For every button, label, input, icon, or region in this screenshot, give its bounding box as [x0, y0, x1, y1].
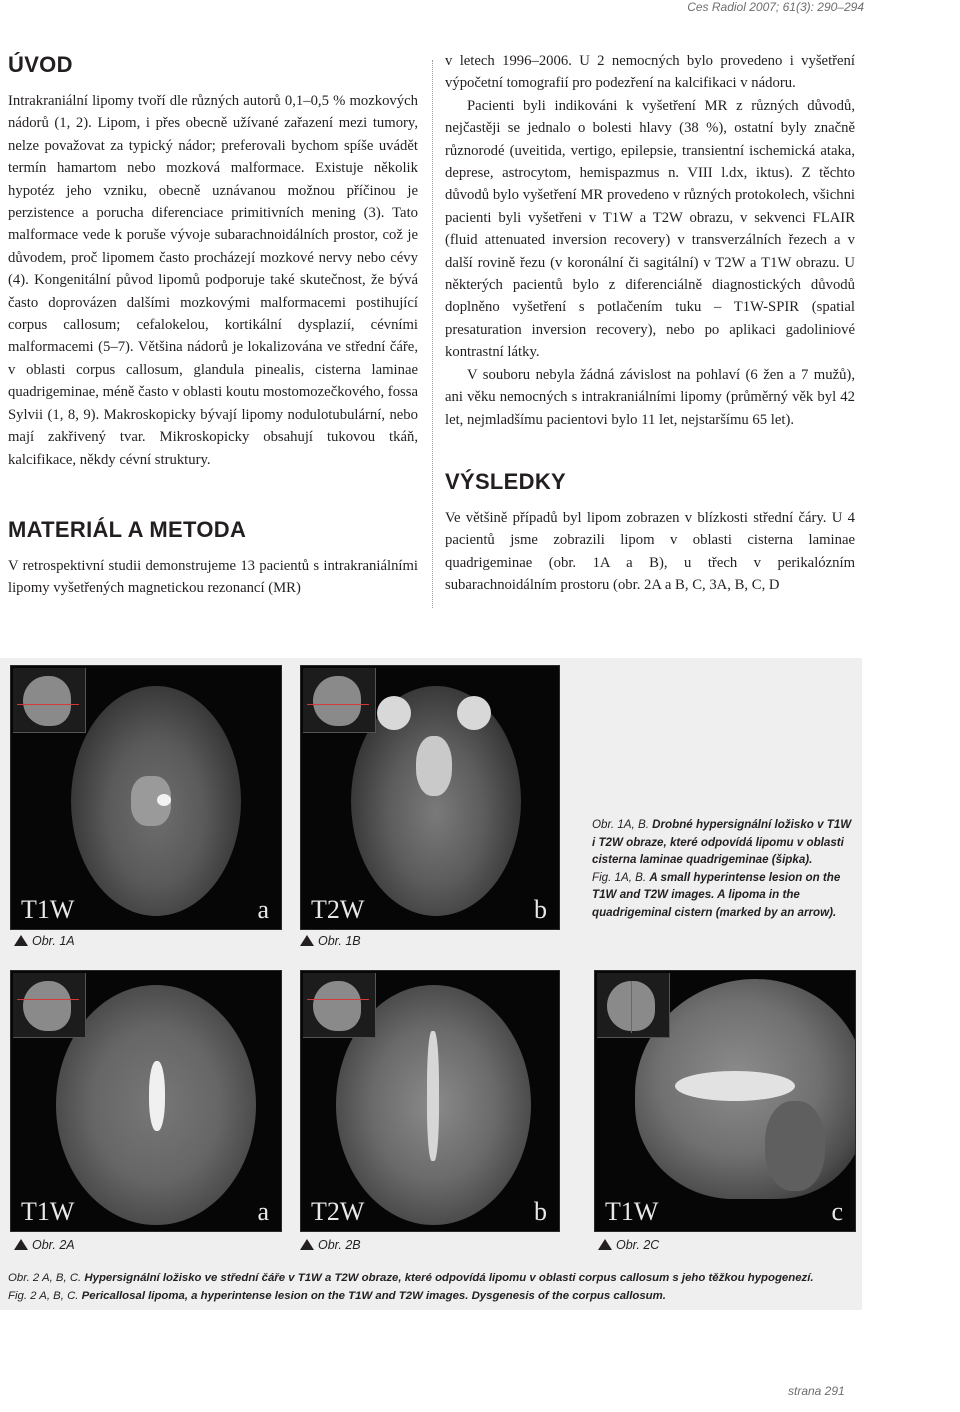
- caption-text-cz: Hypersignální ložisko ve střední čáře v T1W a T2W obraze, které odpovídá lipomu v oblasti corpus callosum s jeho těžkou hypogenezí.: [84, 1272, 814, 1284]
- caption-label-en: Fig. 1A, B.: [592, 870, 647, 884]
- column-divider: [432, 60, 433, 608]
- paragraph-uvod: Intrakraniální lipomy tvoří dle různých autorů 0,1–0,5 % mozkových nádorů (1, 2). Lipom, i přes obecně užívané zařazení mezi tumory, nelze považovat za typický nádor; preferovali bychom spíše uvádět termín hamartom nebo mozková malformace. Existuje několik hypotéz jeho vzniku, obecně uznávanou možnou příčinou je perzistence a porucha diferenciace primitivních mening (3). Tato malformace vede k poruše vývoje subarachnoidálních prostor, což je důvodem, proč lipomem často procházejí mozkové nervy nebo cévy (4). Kongenitální původ lipomů podporuje také skutečnost, že bývá často doprovázen dalšími mozkovými malformacemi postihující corpus callosum; cefalokelou, kortikální dysplazií, cévními malformacemi (5–7). Většina nádorů je lokalizována ve střední čáře, v oblasti corpus callosum, glandula pinealis, cisterna laminae quadrigeminae, méně často v oblasti koutu mostomozečkového, fossa Sylvii (1, 8, 9). Makroskopicky bývají lipomy nodulotubulární, nebo mají zakřivený tvar. Mikroskopicky obsahují tukovou tkáň, kalcifikace, někdy cévní struktury.: [8, 93, 418, 468]
- caption-text-cz: Drobné hypersignální ložisko v T1W i T2W obraze, které odpovídá lipomu v oblasti cisterna laminae quadrigeminae (šipka).: [592, 818, 852, 866]
- section-heading-vysledky: VÝSLEDKY: [445, 468, 566, 494]
- triangle-marker-icon: [598, 1239, 612, 1250]
- sequence-label: T1W: [21, 1197, 75, 1226]
- caption-text-en: Pericallosal lipoma, a hyperintense lesion on the T1W and T2W images. Dysgenesis of the corpus callosum.: [81, 1289, 666, 1302]
- figure-tag-2b: Obr. 2B: [300, 1238, 361, 1252]
- sequence-label: T1W: [21, 895, 75, 924]
- triangle-marker-icon: [14, 1239, 28, 1250]
- mri-image-1a: [10, 665, 282, 930]
- triangle-marker-icon: [300, 935, 314, 946]
- sequence-label: T2W: [311, 895, 365, 924]
- caption-figure-2: [8, 1270, 868, 1305]
- triangle-marker-icon: [300, 1239, 314, 1250]
- sequence-label: T2W: [311, 1197, 365, 1226]
- panel-letter: c: [831, 1197, 843, 1226]
- section-heading-uvod: ÚVOD: [8, 52, 73, 77]
- mri-image-2a: [10, 970, 282, 1232]
- panel-letter: b: [534, 895, 547, 924]
- caption-label-en: Fig. 2 A, B, C.: [8, 1289, 79, 1302]
- localizer-inset: [13, 668, 86, 733]
- paragraph-right-2: Pacienti byli indikováni k vyšetření MR z různých důvodů, nejčastěji se jednalo o bolesti hlavy (38 %), ostatní byly značně různorodé (uveitida, vertigo, epilepsie, transientní ischemická ataka, deprese, astrocytom, hemispazmus n. VIII l.dx, iktus). Z těchto důvodů bylo vyšetření MR provedeno v různých protokolech, všichni pacienti byli vyšetřeni v T1W a T2W obrazu, v sekvenci FLAIR (fluid attenuated inversion recovery) v transverzálních řezech a v další rovině řezu (v koronální či sagitální) v T2W a T1W obrazu. U některých pacientů bylo z diferenciálně diagnostických důvodů doplněno vyšetření s potlačením tuku – T1W-SPIR (spatial presaturation inversion recovery), nebo po aplikaci gadoliniové kontrastní látky.: [445, 97, 855, 361]
- caption-figure-1: [592, 816, 854, 921]
- localizer-inset: [597, 973, 670, 1038]
- panel-letter: b: [534, 1197, 547, 1226]
- figure-tag-2c: Obr. 2C: [598, 1238, 659, 1252]
- caption-label-cz: Obr. 2 A, B, C.: [8, 1272, 82, 1284]
- figure-tag-2a: Obr. 2A: [14, 1238, 75, 1252]
- section-heading-metoda: MATERIÁL A METODA: [8, 516, 247, 542]
- paragraph-right-1: v letech 1996–2006. U 2 nemocných bylo provedeno i vyšetření výpočetní tomografií pro podezření na kalcifikaci v nádoru.: [445, 53, 855, 92]
- figure-tag-1a: Obr. 1A: [14, 934, 75, 948]
- paragraph-right-3: V souboru nebyla žádná závislost na pohlaví (6 žen a 7 mužů), ani věku nemocných s intrakraniálními lipomy (průměrný věk byl 42 let, nejmladšímu pacientovi bylo 11 let, nejstaršímu 65 let).: [445, 366, 855, 428]
- caption-text-en: A small hyperintense lesion on the T1W and T2W images. A lipoma in the quadrigeminal cistern (marked by an arrow).: [592, 870, 841, 919]
- running-head: Ces Radiol 2007; 61(3): 290–294: [687, 0, 864, 14]
- paragraph-vysledky: Ve většině případů byl lipom zobrazen v blízkosti střední čáry. U 4 pacientů jsme zobrazili lipom v oblasti cisterna laminae quadrigeminae (obr. 1A a B), u třech v perikalózním subarachnoidálním prostoru (obr. 2A a B, C, 3A, B, C, D: [445, 509, 855, 594]
- localizer-inset: [13, 973, 86, 1038]
- mri-image-2b: [300, 970, 560, 1232]
- figure-tag-1b: Obr. 1B: [300, 934, 361, 948]
- caption-label-cz: Obr. 1A, B.: [592, 818, 649, 831]
- paragraph-metoda: V retrospektivní studii demonstrujeme 13 pacientů s intrakraniálními lipomy vyšetřených magnetickou rezonancí (MR): [8, 557, 418, 597]
- triangle-marker-icon: [14, 935, 28, 946]
- mri-image-1b: [300, 665, 560, 930]
- panel-letter: a: [257, 1197, 269, 1226]
- panel-letter: a: [257, 895, 269, 924]
- mri-image-2c: [594, 970, 856, 1232]
- right-column: [445, 50, 855, 597]
- page-number: strana 291: [788, 1384, 845, 1398]
- left-column: [8, 50, 418, 600]
- localizer-inset: [303, 668, 376, 733]
- localizer-inset: [303, 973, 376, 1038]
- sequence-label: T1W: [605, 1197, 659, 1226]
